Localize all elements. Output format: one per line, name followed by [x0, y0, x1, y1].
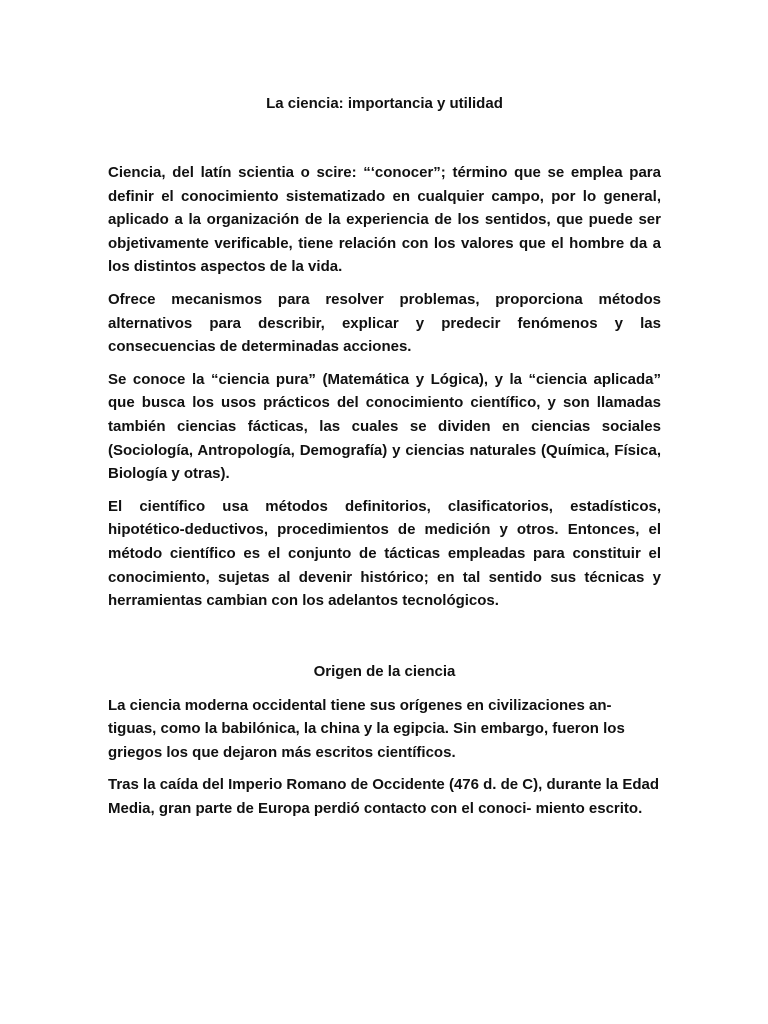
spacer: [108, 683, 661, 694]
paragraph-pure-applied: Se conoce la “ciencia pura” (Matemática y Lógica), y la “ciencia aplicada” que busca los usos prácticos del conocimiento científico, y son llamadas también ciencias fácticas, las cuales se dividen en ciencias sociales (Sociología, Antropología, Demografía) y ciencias naturales (Química, Física, Biología y otras).: [108, 370, 661, 483]
document-title: La ciencia: importancia y utilidad: [266, 95, 503, 112]
paragraph-scientific-method: El científico usa métodos definitorios, clasificatorios, estadísticos, hipotético-deductivos, procedimientos de medición y otros. Entonces, el método científico es el conjunto de tácticas empleadas para constituir el conocimiento, sujetas al devenir histórico; en tal sentido sus técnicas y herramientas cambian con los adelantos tecnológicos.: [108, 497, 661, 610]
paragraph-origins: La ciencia moderna occidental tiene sus orígenes en civilizaciones an- tiguas, como la babilónica, la china y la egipcia. Sin embargo, fueron los griegos los que dejaron más escritos científicos.: [108, 696, 625, 761]
paragraph-middle-ages: Tras la caída del Imperio Romano de Occidente (476 d. de C), durante la Edad Media, gran parte de Europa perdió contacto con el conoci- miento escrito.: [108, 776, 659, 818]
spacer: [108, 115, 661, 161]
paragraph-definition: Ciencia, del latín scientia o scire: “‘conocer”; término que se emplea para definir el conocimiento sistematizado en cualquier campo, por lo general, aplicado a la organización de la experiencia de los sentidos, que puede ser objetivamente verificable, tiene relación con los valores que el hombre da a los distintos aspectos de la vida.: [108, 164, 661, 276]
document-body: [108, 92, 661, 830]
paragraph-mechanisms: Ofrece mecanismos para resolver problemas, proporciona métodos alternativos para describir, explicar y predecir fenómenos y las consecuencias de determinadas acciones.: [108, 290, 661, 356]
spacer: [108, 622, 661, 660]
section-heading-origin: Origen de la ciencia: [313, 662, 456, 680]
